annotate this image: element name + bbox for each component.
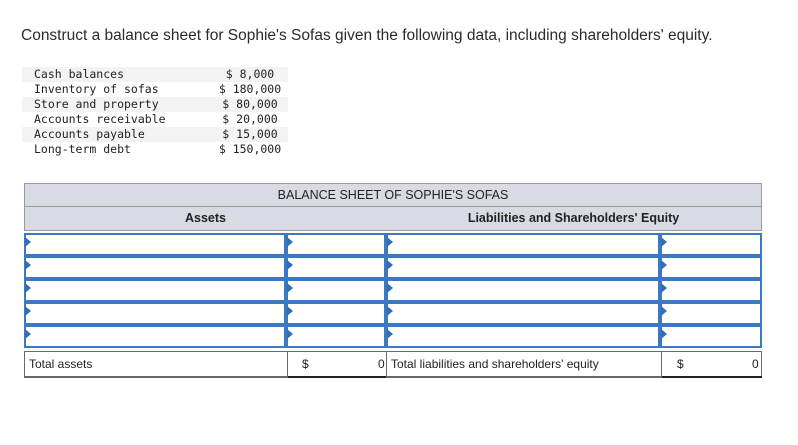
data-label: Accounts payable [22, 127, 212, 142]
asset-name-input-1[interactable] [24, 233, 286, 256]
data-value: $ 150,000 [218, 142, 282, 156]
liability-amount-input-3[interactable] [660, 279, 762, 302]
balance-sheet-title: BALANCE SHEET OF SOPHIE'S SOFAS [24, 183, 762, 207]
double-underline [662, 376, 762, 378]
column-divider [386, 352, 387, 376]
total-liabilities-currency: $ [677, 357, 684, 371]
data-value: $ 20,000 [222, 112, 278, 126]
dropdown-marker-icon [661, 237, 667, 247]
total-liabilities-label: Total liabilities and shareholders' equity [391, 357, 599, 371]
data-label: Cash balances [22, 67, 212, 82]
liability-amount-input-1[interactable] [660, 233, 762, 256]
dropdown-marker-icon [25, 260, 31, 270]
dropdown-marker-icon [287, 329, 293, 339]
total-assets-label: Total assets [29, 357, 93, 371]
dropdown-marker-icon [25, 306, 31, 316]
dropdown-marker-icon [661, 329, 667, 339]
asset-amount-input-2[interactable] [286, 256, 386, 279]
data-label: Long-term debt [34, 142, 131, 156]
dropdown-marker-icon [287, 237, 293, 247]
balance-sheet [24, 183, 762, 378]
assets-header: Assets [185, 211, 226, 225]
data-value: $ 8,000 [212, 67, 288, 82]
dropdown-marker-icon [661, 260, 667, 270]
dropdown-marker-icon [25, 329, 31, 339]
liability-name-input-4[interactable] [386, 302, 660, 325]
asset-name-input-2[interactable] [24, 256, 286, 279]
liability-name-input-5[interactable] [386, 325, 660, 348]
data-row-cash [22, 67, 288, 82]
liability-name-input-1[interactable] [386, 233, 660, 256]
data-row-inventory [22, 82, 288, 97]
total-liabilities-value: 0 [752, 357, 759, 371]
dropdown-marker-icon [287, 306, 293, 316]
asset-amount-input-3[interactable] [286, 279, 386, 302]
balance-sheet-header [24, 207, 762, 231]
totals-row [24, 351, 762, 378]
dropdown-marker-icon [661, 283, 667, 293]
dropdown-marker-icon [387, 306, 393, 316]
data-row-debt [22, 142, 288, 157]
given-data-table [22, 67, 288, 157]
asset-amount-input-1[interactable] [286, 233, 386, 256]
liability-name-input-3[interactable] [386, 279, 660, 302]
data-row-store [22, 97, 288, 112]
total-assets-value: 0 [378, 357, 385, 371]
data-label: Store and property [22, 97, 212, 112]
data-value: $ 180,000 [218, 82, 282, 96]
data-value: $ 80,000 [212, 97, 288, 112]
total-assets-currency: $ [302, 357, 309, 371]
input-rows [24, 231, 762, 351]
liability-amount-input-5[interactable] [660, 325, 762, 348]
question-text: Construct a balance sheet for Sophie's Sofas given the following data, including shareholders' equity. [21, 27, 713, 44]
liability-name-input-2[interactable] [386, 256, 660, 279]
dropdown-marker-icon [387, 260, 393, 270]
data-row-payable [22, 127, 288, 142]
dropdown-marker-icon [287, 283, 293, 293]
asset-amount-input-4[interactable] [286, 302, 386, 325]
liability-amount-input-2[interactable] [660, 256, 762, 279]
liabilities-header: Liabilities and Shareholders' Equity [467, 211, 680, 225]
asset-name-input-4[interactable] [24, 302, 286, 325]
dropdown-marker-icon [661, 306, 667, 316]
dropdown-marker-icon [25, 237, 31, 247]
data-label: Accounts receivable [34, 112, 166, 126]
data-value: $ 15,000 [212, 127, 288, 142]
dropdown-marker-icon [387, 329, 393, 339]
data-row-receivable [22, 112, 288, 127]
data-label: Inventory of sofas [34, 82, 159, 96]
double-underline [288, 376, 386, 378]
liability-amount-input-4[interactable] [660, 302, 762, 325]
asset-name-input-5[interactable] [24, 325, 286, 348]
dropdown-marker-icon [25, 283, 31, 293]
column-divider [287, 352, 288, 376]
column-divider [661, 352, 662, 376]
dropdown-marker-icon [287, 260, 293, 270]
dropdown-marker-icon [387, 237, 393, 247]
asset-amount-input-5[interactable] [286, 325, 386, 348]
dropdown-marker-icon [387, 283, 393, 293]
asset-name-input-3[interactable] [24, 279, 286, 302]
